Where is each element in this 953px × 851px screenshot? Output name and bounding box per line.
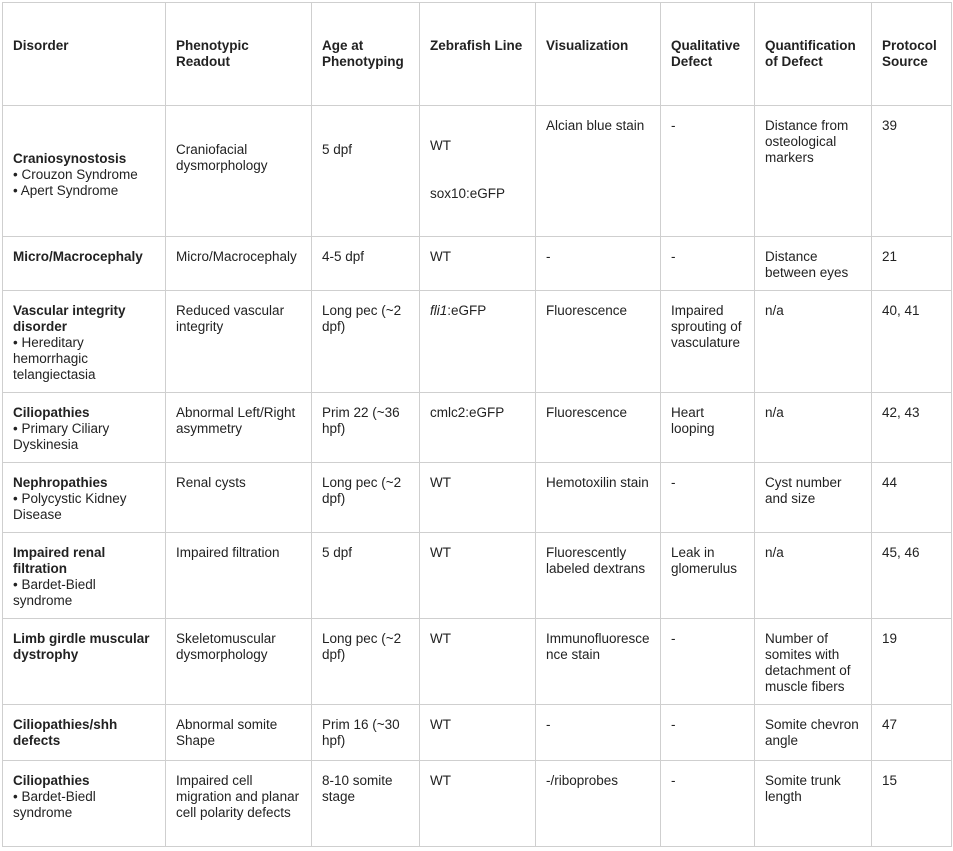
line-value-italic: fli1 <box>430 303 448 318</box>
disorder-name: Vascular integrity disorder <box>13 303 126 334</box>
line-cell: WT <box>420 619 536 705</box>
quantification-cell: Somite chevron angle <box>755 705 872 761</box>
qualitative-cell: Leak in glomerulus <box>661 533 755 619</box>
visualization-cell: - <box>536 237 661 291</box>
header-qualitative-defect: Qualitative Defect <box>661 3 755 106</box>
quantification-cell: n/a <box>755 533 872 619</box>
disorder-subtype: • Primary Ciliary Dyskinesia <box>13 421 110 452</box>
line-cell: WT <box>420 761 536 847</box>
age-cell: Long pec (~2 dpf) <box>312 463 420 533</box>
disorder-cell <box>3 705 166 761</box>
source-cell: 42, 43 <box>872 393 952 463</box>
disorder-cell <box>3 463 166 533</box>
disorder-subtype: • Crouzon Syndrome <box>13 167 138 182</box>
line-cell: cmlc2:eGFP <box>420 393 536 463</box>
age-cell: 8-10 somite stage <box>312 761 420 847</box>
source-cell: 21 <box>872 237 952 291</box>
age-cell: 5 dpf <box>312 533 420 619</box>
source-cell: 19 <box>872 619 952 705</box>
age-cell: 4-5 dpf <box>312 237 420 291</box>
source-cell: 44 <box>872 463 952 533</box>
age-cell: 5 dpf <box>312 106 420 237</box>
disorder-name: Impaired renal filtration <box>13 545 106 576</box>
table-row <box>3 463 952 533</box>
header-visualization: Visualization <box>536 3 661 106</box>
readout-cell: Impaired filtration <box>166 533 312 619</box>
disorder-name: Ciliopathies <box>13 773 90 788</box>
header-quantification: Quantification of Defect <box>755 3 872 106</box>
line-value: :eGFP <box>447 303 487 318</box>
source-cell: 15 <box>872 761 952 847</box>
visualization-cell: - <box>536 705 661 761</box>
age-cell: Prim 16 (~30 hpf) <box>312 705 420 761</box>
disorders-table <box>2 2 952 847</box>
quantification-cell: Distance between eyes <box>755 237 872 291</box>
qualitative-cell: Heart looping <box>661 393 755 463</box>
header-disorder: Disorder <box>3 3 166 106</box>
visualization-cell: Fluorescence <box>536 291 661 393</box>
quantification-cell: Somite trunk length <box>755 761 872 847</box>
readout-cell: Micro/Macrocephaly <box>166 237 312 291</box>
readout-cell: Abnormal Left/Right asymmetry <box>166 393 312 463</box>
disorder-cell <box>3 237 166 291</box>
line-value: sox10:eGFP <box>430 186 506 201</box>
qualitative-cell: - <box>661 761 755 847</box>
visualization-cell: Fluorescently labeled dextrans <box>536 533 661 619</box>
disorder-subtype: • Bardet-Biedl syndrome <box>13 577 96 608</box>
header-protocol-source: Protocol Source <box>872 3 952 106</box>
disorder-subtype: • Polycystic Kidney Disease <box>13 491 127 522</box>
table-row <box>3 237 952 291</box>
line-cell <box>420 291 536 393</box>
age-cell: Prim 22 (~36 hpf) <box>312 393 420 463</box>
readout-cell: Skeletomuscular dysmorphology <box>166 619 312 705</box>
disorder-name: Ciliopathies/shh defects <box>13 717 118 748</box>
disorder-cell <box>3 619 166 705</box>
readout-cell: Craniofacial dysmorphology <box>166 106 312 237</box>
visualization-cell: Immunofluorescence stain <box>536 619 661 705</box>
qualitative-cell: - <box>661 237 755 291</box>
readout-cell: Renal cysts <box>166 463 312 533</box>
readout-cell: Impaired cell migration and planar cell polarity defects <box>166 761 312 847</box>
qualitative-cell: - <box>661 619 755 705</box>
header-age: Age at Phenotyping <box>312 3 420 106</box>
disorder-name: Ciliopathies <box>13 405 90 420</box>
table-row <box>3 291 952 393</box>
disorder-name: Micro/Macrocephaly <box>13 249 143 264</box>
table-row <box>3 106 952 237</box>
quantification-cell: n/a <box>755 291 872 393</box>
age-cell: Long pec (~2 dpf) <box>312 619 420 705</box>
table-row <box>3 761 952 847</box>
source-cell: 40, 41 <box>872 291 952 393</box>
quantification-cell: Number of somites with detachment of muscle fibers <box>755 619 872 705</box>
visualization-cell: -/riboprobes <box>536 761 661 847</box>
source-cell: 45, 46 <box>872 533 952 619</box>
line-cell: WT <box>420 705 536 761</box>
source-cell: 39 <box>872 106 952 237</box>
table-row <box>3 393 952 463</box>
table-row <box>3 705 952 761</box>
quantification-cell: n/a <box>755 393 872 463</box>
readout-cell: Abnormal somite Shape <box>166 705 312 761</box>
quantification-cell: Distance from osteological markers <box>755 106 872 237</box>
line-cell <box>420 106 536 237</box>
disorder-name: Limb girdle muscular dystrophy <box>13 631 150 662</box>
qualitative-cell: - <box>661 106 755 237</box>
line-cell: WT <box>420 237 536 291</box>
visualization-cell: Alcian blue stain <box>536 106 661 237</box>
age-cell: Long pec (~2 dpf) <box>312 291 420 393</box>
visualization-cell: Fluorescence <box>536 393 661 463</box>
header-row <box>3 3 952 106</box>
disorder-cell <box>3 291 166 393</box>
line-cell: WT <box>420 463 536 533</box>
readout-cell: Reduced vascular integrity <box>166 291 312 393</box>
disorder-subtype: • Apert Syndrome <box>13 183 119 198</box>
disorder-name: Craniosynostosis <box>13 151 127 166</box>
disorder-name: Nephropathies <box>13 475 108 490</box>
qualitative-cell: - <box>661 463 755 533</box>
disorder-cell <box>3 761 166 847</box>
table-row <box>3 533 952 619</box>
disorder-cell <box>3 533 166 619</box>
table-row <box>3 619 952 705</box>
line-value: WT <box>430 138 451 153</box>
disorder-cell <box>3 393 166 463</box>
header-phenotypic-readout: Phenotypic Readout <box>166 3 312 106</box>
visualization-cell: Hemotoxilin stain <box>536 463 661 533</box>
line-cell: WT <box>420 533 536 619</box>
disorder-subtype: • Hereditary hemorrhagic telangiectasia <box>13 335 96 382</box>
source-cell: 47 <box>872 705 952 761</box>
quantification-cell: Cyst number and size <box>755 463 872 533</box>
disorder-cell <box>3 106 166 237</box>
qualitative-cell: Impaired sprouting of vasculature <box>661 291 755 393</box>
disorder-subtype: • Bardet-Biedl syndrome <box>13 789 96 820</box>
qualitative-cell: - <box>661 705 755 761</box>
header-zebrafish-line: Zebrafish Line <box>420 3 536 106</box>
